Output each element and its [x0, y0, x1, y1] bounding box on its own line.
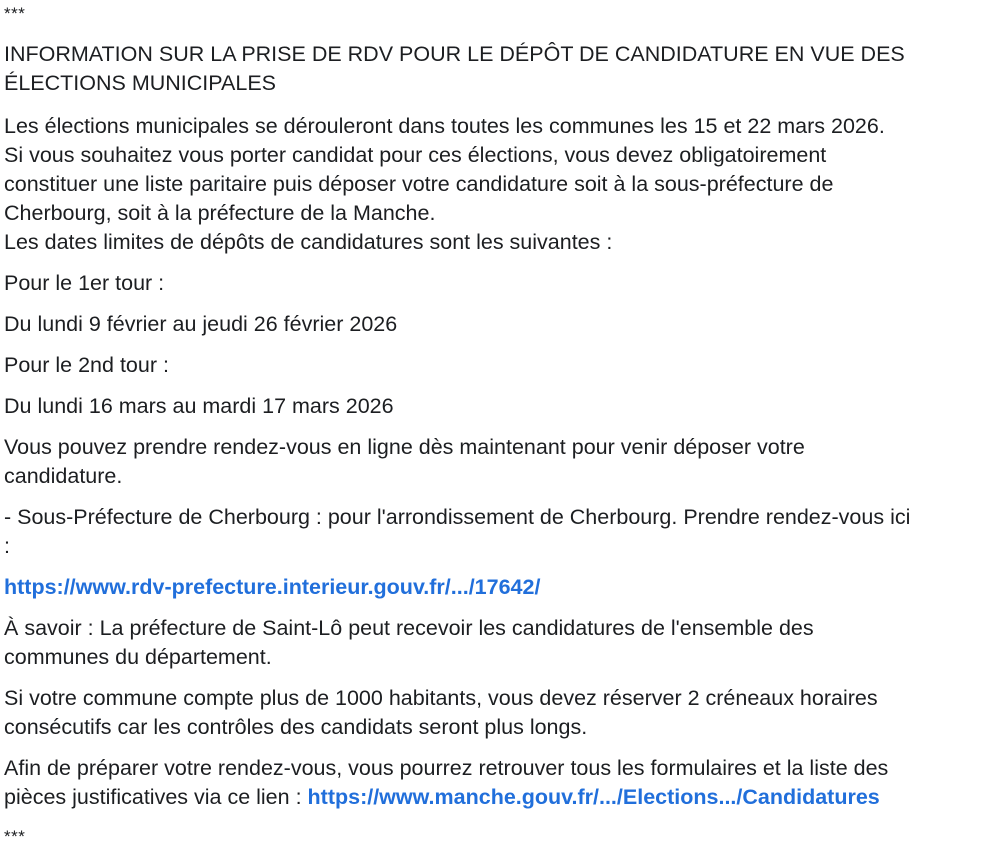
intro-line: Les élections municipales se dérouleront dans toutes les communes les 15 et 22 mars 2026. — [4, 114, 885, 138]
rdv-prefecture-link[interactable]: https://www.rdv-prefecture.interieur.gouv.fr/.../17642/ — [4, 575, 541, 599]
intro-paragraph — [4, 112, 885, 257]
round1-label: Pour le 1er tour : — [4, 271, 165, 295]
subprefecture-line: - Sous-Préfecture de Cherbourg : pour l'arrondissement de Cherbourg. Prendre rendez-vous ici — [4, 505, 911, 529]
habitants-line: Si votre commune compte plus de 1000 habitants, vous devez réserver 2 créneaux horaires — [4, 686, 878, 710]
intro-line: Les dates limites de dépôts de candidatures sont les suivantes : — [4, 230, 613, 254]
online-line: Vous pouvez prendre rendez-vous en ligne dès maintenant pour venir déposer votre — [4, 435, 805, 459]
prepare-line-prefix: pièces justificatives via ce lien : — [4, 785, 308, 809]
round2-label: Pour le 2nd tour : — [4, 353, 169, 377]
subprefecture-line: : — [4, 534, 10, 558]
subprefecture-paragraph — [4, 503, 910, 561]
rdv-link-paragraph — [4, 573, 540, 602]
heading-line: ÉLECTIONS MUNICIPALES — [4, 71, 276, 95]
heading-line: INFORMATION SUR LA PRISE DE RDV POUR LE DÉPÔT DE CANDIDATURE EN VUE DES — [4, 42, 905, 66]
savoir-paragraph — [4, 614, 814, 672]
habitants-line: consécutifs car les contrôles des candidats seront plus longs. — [4, 715, 588, 739]
separator-top: *** — [4, 4, 26, 23]
intro-line: constituer une liste paritaire puis déposer votre candidature soit à la sous-préfecture de — [4, 172, 834, 196]
online-line: candidature. — [4, 464, 123, 488]
post-heading — [4, 40, 905, 98]
separator-bottom: *** — [4, 827, 26, 846]
prepare-paragraph — [4, 754, 888, 812]
savoir-line: À savoir : La préfecture de Saint-Lô peut recevoir les candidatures de l'ensemble des — [4, 616, 814, 640]
prepare-line: Afin de préparer votre rendez-vous, vous pourrez retrouver tous les formulaires et la liste des — [4, 756, 889, 780]
habitants-paragraph — [4, 684, 878, 742]
forms-link[interactable]: https://www.manche.gouv.fr/.../Elections.../Candidatures — [307, 785, 880, 809]
online-paragraph — [4, 433, 805, 491]
intro-line: Si vous souhaitez vous porter candidat pour ces élections, vous devez obligatoirement — [4, 143, 827, 167]
prepare-line — [4, 783, 888, 812]
round2-dates: Du lundi 16 mars au mardi 17 mars 2026 — [4, 394, 394, 418]
intro-line: Cherbourg, soit à la préfecture de la Manche. — [4, 201, 436, 225]
round1-dates: Du lundi 9 février au jeudi 26 février 2026 — [4, 312, 398, 336]
savoir-line: communes du département. — [4, 645, 272, 669]
